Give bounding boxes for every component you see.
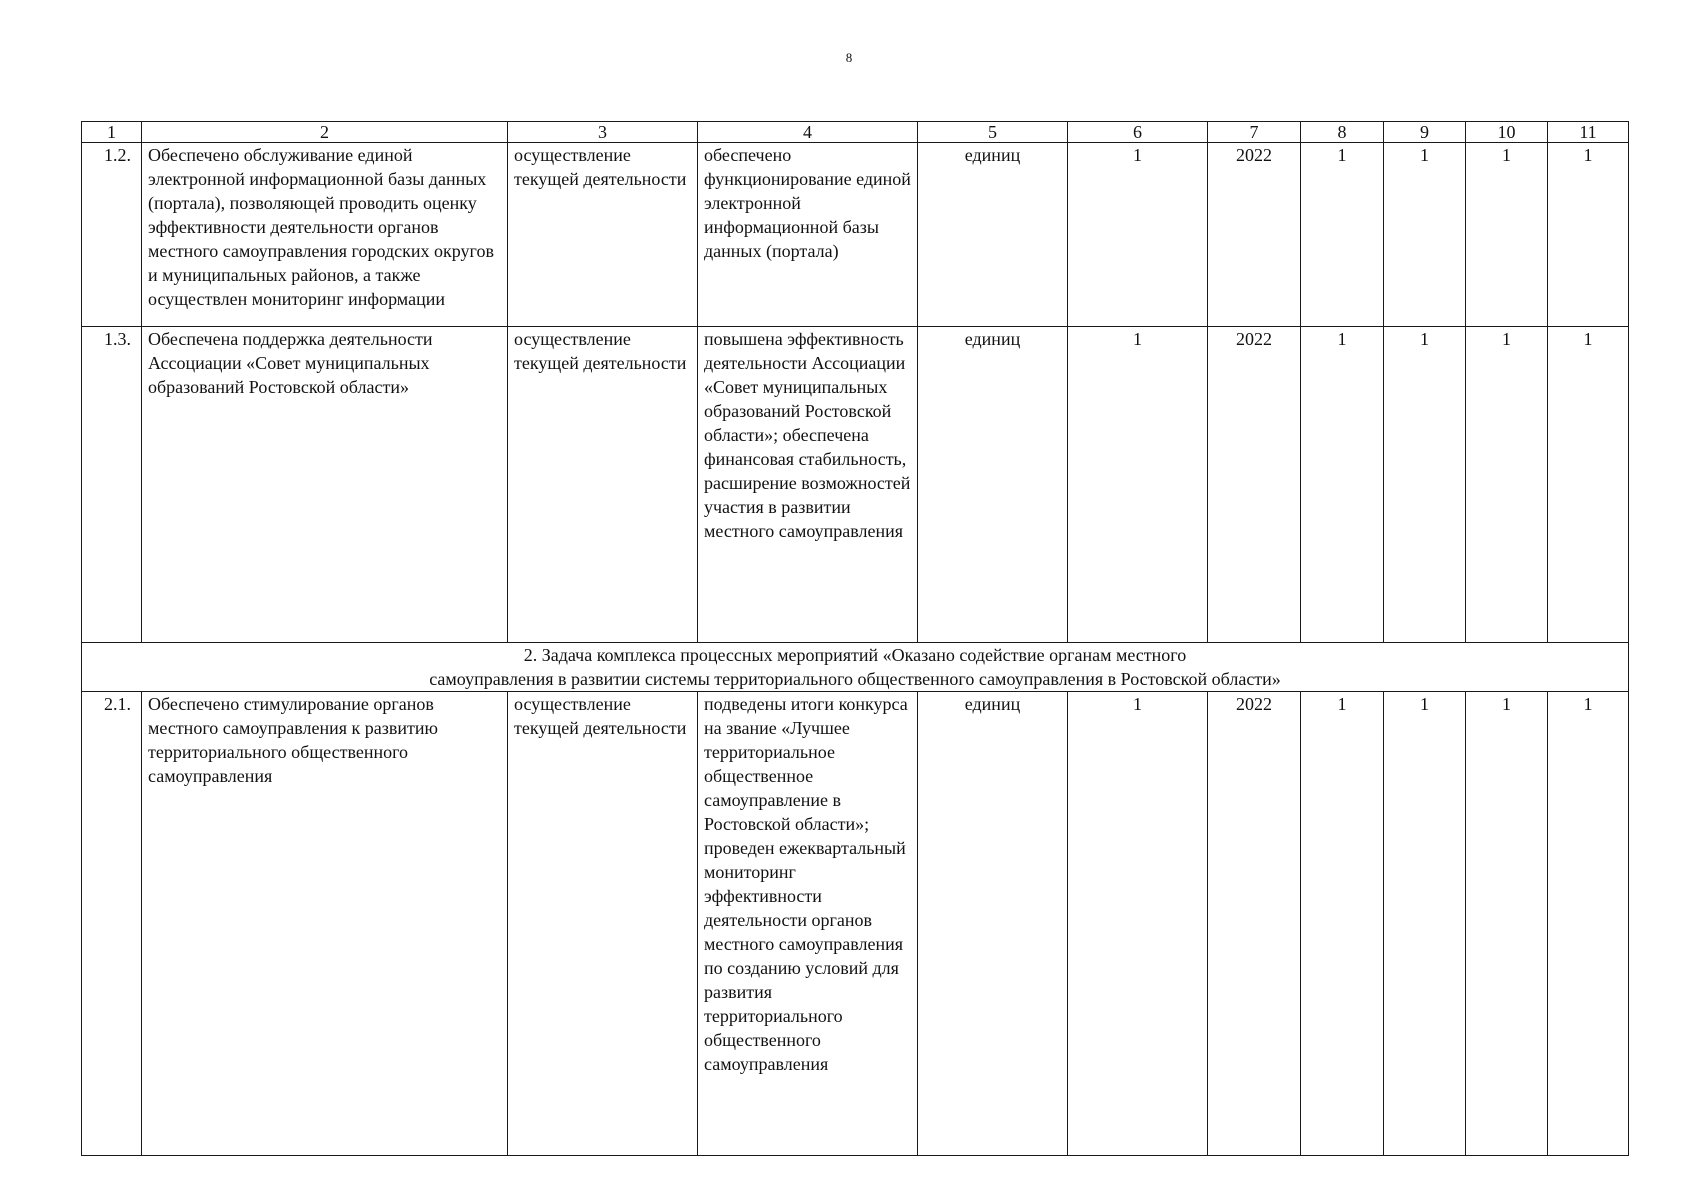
row-number: 2.1. <box>82 692 142 1156</box>
column-header: 11 <box>1548 122 1629 143</box>
column-number-row <box>82 122 1629 143</box>
base-value-cell: 1 <box>1068 692 1208 1156</box>
measure-type: осуществление текущей деятельности <box>508 327 698 643</box>
section-heading: 2. Задача комплекса процессных мероприятий «Оказано содействие органам местного самоуправления в развитии системы территориального общественного самоуправления в Ростовской области» <box>82 643 1629 692</box>
value-cell: 1 <box>1384 327 1466 643</box>
unit-cell: единиц <box>918 143 1068 327</box>
table-row <box>82 143 1629 327</box>
column-header: 5 <box>918 122 1068 143</box>
measure-type: осуществление текущей деятельности <box>508 143 698 327</box>
value-cell: 1 <box>1301 327 1384 643</box>
column-header: 8 <box>1301 122 1384 143</box>
value-cell: 1 <box>1548 692 1629 1156</box>
value-cell: 1 <box>1466 143 1548 327</box>
unit-cell: единиц <box>918 327 1068 643</box>
measure-characteristic: подведены итоги конкурса на звание «Лучшее территориальное общественное самоуправление в Ростовской области»; проведен ежеквартальный мониторинг эффективности деятельности органов местного самоуправления по созданию условий для развития территориального общественного самоуправления <box>698 692 918 1156</box>
measure-name: Обеспечена поддержка деятельности Ассоциации «Совет муниципальных образований Ростовской области» <box>142 327 508 643</box>
column-header: 4 <box>698 122 918 143</box>
page-number: 8 <box>845 50 853 65</box>
base-value-cell: 1 <box>1068 143 1208 327</box>
column-header: 6 <box>1068 122 1208 143</box>
measure-name: Обеспечено стимулирование органов местного самоуправления к развитию территориального общественного самоуправления <box>142 692 508 1156</box>
row-number: 1.2. <box>82 143 142 327</box>
column-header: 9 <box>1384 122 1466 143</box>
table-row <box>82 327 1629 643</box>
section-row <box>82 643 1629 692</box>
column-header: 1 <box>82 122 142 143</box>
measure-characteristic: повышена эффективность деятельности Ассоциации «Совет муниципальных образований Ростовской области»; обеспечена финансовая стабильность, расширение возможностей участия в развитии местного самоуправления <box>698 327 918 643</box>
base-value-cell: 1 <box>1068 327 1208 643</box>
measure-type: осуществление текущей деятельности <box>508 692 698 1156</box>
value-cell: 1 <box>1384 143 1466 327</box>
measure-characteristic: обеспечено функционирование единой электронной информационной базы данных (портала) <box>698 143 918 327</box>
base-year-cell: 2022 <box>1208 143 1301 327</box>
value-cell: 1 <box>1548 143 1629 327</box>
column-header: 3 <box>508 122 698 143</box>
value-cell: 1 <box>1301 143 1384 327</box>
value-cell: 1 <box>1301 692 1384 1156</box>
base-year-cell: 2022 <box>1208 692 1301 1156</box>
unit-cell: единиц <box>918 692 1068 1156</box>
value-cell: 1 <box>1384 692 1466 1156</box>
row-number: 1.3. <box>82 327 142 643</box>
table-row <box>82 692 1629 1156</box>
column-header: 2 <box>142 122 508 143</box>
value-cell: 1 <box>1548 327 1629 643</box>
measures-table <box>81 121 1629 1156</box>
value-cell: 1 <box>1466 327 1548 643</box>
column-header: 10 <box>1466 122 1548 143</box>
base-year-cell: 2022 <box>1208 327 1301 643</box>
column-header: 7 <box>1208 122 1301 143</box>
value-cell: 1 <box>1466 692 1548 1156</box>
measure-name: Обеспечено обслуживание единой электронной информационной базы данных (портала), позволяющей проводить оценку эффективности деятельности органов местного самоуправления городских округов и муниципальных районов, а также осуществлен мониторинг информации <box>142 143 508 327</box>
